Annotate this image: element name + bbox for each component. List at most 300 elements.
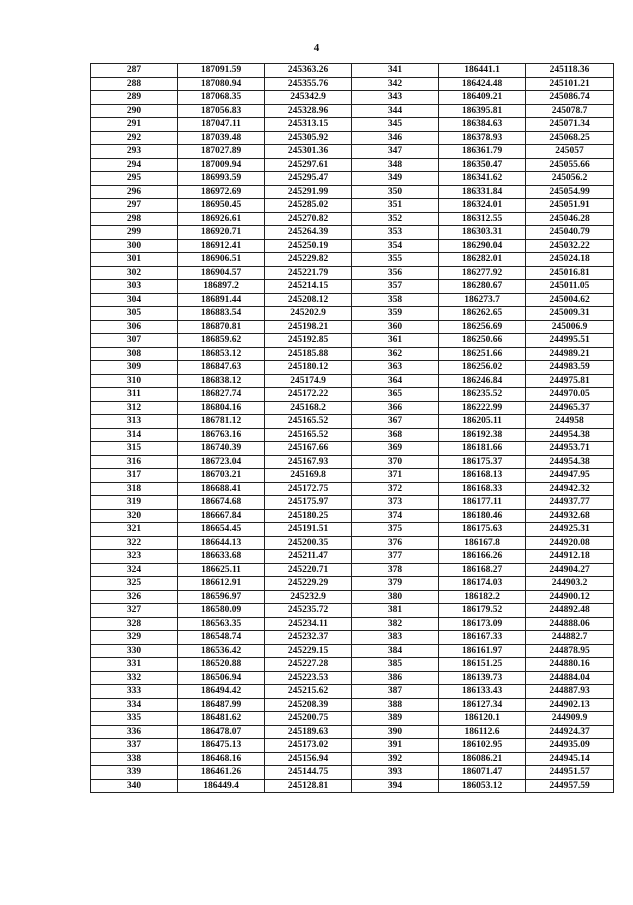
x-coordinate-cell: 186409.21 xyxy=(439,91,526,105)
table-row xyxy=(91,617,614,631)
y-coordinate-cell: 245032.22 xyxy=(526,239,614,253)
point-number-cell: 374 xyxy=(352,509,439,523)
point-number-cell: 363 xyxy=(352,361,439,375)
x-coordinate-cell: 186633.68 xyxy=(178,550,265,564)
x-coordinate-cell: 186883.54 xyxy=(178,307,265,321)
point-number-cell: 394 xyxy=(352,779,439,793)
x-coordinate-cell: 186192.38 xyxy=(439,428,526,442)
x-coordinate-cell: 186378.93 xyxy=(439,131,526,145)
y-coordinate-cell: 245342.9 xyxy=(265,91,352,105)
table-row xyxy=(91,469,614,483)
point-number-cell: 378 xyxy=(352,563,439,577)
point-number-cell: 318 xyxy=(91,482,178,496)
point-number-cell: 366 xyxy=(352,401,439,415)
table-row xyxy=(91,361,614,375)
y-coordinate-cell: 245234.11 xyxy=(265,617,352,631)
x-coordinate-cell: 186667.84 xyxy=(178,509,265,523)
x-coordinate-cell: 186763.16 xyxy=(178,428,265,442)
point-number-cell: 381 xyxy=(352,604,439,618)
point-number-cell: 297 xyxy=(91,199,178,213)
point-number-cell: 288 xyxy=(91,77,178,91)
y-coordinate-cell: 245328.96 xyxy=(265,104,352,118)
point-number-cell: 344 xyxy=(352,104,439,118)
x-coordinate-cell: 186904.57 xyxy=(178,266,265,280)
point-number-cell: 317 xyxy=(91,469,178,483)
x-coordinate-cell: 186112.6 xyxy=(439,725,526,739)
point-number-cell: 354 xyxy=(352,239,439,253)
x-coordinate-cell: 186723.04 xyxy=(178,455,265,469)
x-coordinate-cell: 186071.47 xyxy=(439,766,526,780)
x-coordinate-cell: 186506.94 xyxy=(178,671,265,685)
x-coordinate-cell: 186251.66 xyxy=(439,347,526,361)
table-row xyxy=(91,253,614,267)
point-number-cell: 296 xyxy=(91,185,178,199)
point-number-cell: 368 xyxy=(352,428,439,442)
x-coordinate-cell: 186256.69 xyxy=(439,320,526,334)
x-coordinate-cell: 186449.4 xyxy=(178,779,265,793)
table-row xyxy=(91,631,614,645)
y-coordinate-cell: 244965.37 xyxy=(526,401,614,415)
x-coordinate-cell: 186350.47 xyxy=(439,158,526,172)
table-row xyxy=(91,428,614,442)
x-coordinate-cell: 186950.45 xyxy=(178,199,265,213)
point-number-cell: 353 xyxy=(352,226,439,240)
x-coordinate-cell: 186222.99 xyxy=(439,401,526,415)
y-coordinate-cell: 245250.19 xyxy=(265,239,352,253)
table-row xyxy=(91,199,614,213)
y-coordinate-cell: 245227.28 xyxy=(265,658,352,672)
x-coordinate-cell: 186290.04 xyxy=(439,239,526,253)
point-number-cell: 358 xyxy=(352,293,439,307)
x-coordinate-cell: 186161.97 xyxy=(439,644,526,658)
x-coordinate-cell: 186175.63 xyxy=(439,523,526,537)
y-coordinate-cell: 245264.39 xyxy=(265,226,352,240)
y-coordinate-cell: 244958 xyxy=(526,415,614,429)
y-coordinate-cell: 245313.15 xyxy=(265,118,352,132)
point-number-cell: 341 xyxy=(352,64,439,78)
point-number-cell: 302 xyxy=(91,266,178,280)
y-coordinate-cell: 245172.75 xyxy=(265,482,352,496)
table-row xyxy=(91,536,614,550)
x-coordinate-cell: 186324.01 xyxy=(439,199,526,213)
x-coordinate-cell: 186475.13 xyxy=(178,739,265,753)
y-coordinate-cell: 244945.14 xyxy=(526,752,614,766)
table-row xyxy=(91,779,614,793)
point-number-cell: 326 xyxy=(91,590,178,604)
x-coordinate-cell: 186563.35 xyxy=(178,617,265,631)
y-coordinate-cell: 245235.72 xyxy=(265,604,352,618)
y-coordinate-cell: 245191.51 xyxy=(265,523,352,537)
y-coordinate-cell: 244920.08 xyxy=(526,536,614,550)
y-coordinate-cell: 245305.92 xyxy=(265,131,352,145)
table-row xyxy=(91,293,614,307)
y-coordinate-cell: 245101.21 xyxy=(526,77,614,91)
x-coordinate-cell: 186173.09 xyxy=(439,617,526,631)
x-coordinate-cell: 186133.43 xyxy=(439,685,526,699)
table-row xyxy=(91,374,614,388)
point-number-cell: 329 xyxy=(91,631,178,645)
y-coordinate-cell: 244909.9 xyxy=(526,712,614,726)
x-coordinate-cell: 186235.52 xyxy=(439,388,526,402)
table-row xyxy=(91,509,614,523)
y-coordinate-cell: 245297.61 xyxy=(265,158,352,172)
x-coordinate-cell: 186596.97 xyxy=(178,590,265,604)
y-coordinate-cell: 245180.25 xyxy=(265,509,352,523)
point-number-cell: 287 xyxy=(91,64,178,78)
y-coordinate-cell: 245055.66 xyxy=(526,158,614,172)
x-coordinate-cell: 186256.02 xyxy=(439,361,526,375)
x-coordinate-cell: 186331.84 xyxy=(439,185,526,199)
point-number-cell: 379 xyxy=(352,577,439,591)
point-number-cell: 289 xyxy=(91,91,178,105)
point-number-cell: 310 xyxy=(91,374,178,388)
x-coordinate-cell: 187056.83 xyxy=(178,104,265,118)
point-number-cell: 313 xyxy=(91,415,178,429)
x-coordinate-cell: 187027.89 xyxy=(178,145,265,159)
y-coordinate-cell: 245220.71 xyxy=(265,563,352,577)
y-coordinate-cell: 245208.39 xyxy=(265,698,352,712)
point-number-cell: 392 xyxy=(352,752,439,766)
table-row xyxy=(91,604,614,618)
y-coordinate-cell: 244947.95 xyxy=(526,469,614,483)
point-number-cell: 383 xyxy=(352,631,439,645)
x-coordinate-cell: 186312.55 xyxy=(439,212,526,226)
y-coordinate-cell: 245189.63 xyxy=(265,725,352,739)
point-number-cell: 295 xyxy=(91,172,178,186)
table-row xyxy=(91,158,614,172)
point-number-cell: 292 xyxy=(91,131,178,145)
page-number: 4 xyxy=(313,42,320,54)
x-coordinate-cell: 186926.61 xyxy=(178,212,265,226)
x-coordinate-cell: 186341.62 xyxy=(439,172,526,186)
x-coordinate-cell: 186688.41 xyxy=(178,482,265,496)
x-coordinate-cell: 186468.16 xyxy=(178,752,265,766)
point-number-cell: 311 xyxy=(91,388,178,402)
y-coordinate-cell: 245174.9 xyxy=(265,374,352,388)
table-row xyxy=(91,550,614,564)
table-row xyxy=(91,64,614,78)
y-coordinate-cell: 245214.15 xyxy=(265,280,352,294)
point-number-cell: 390 xyxy=(352,725,439,739)
y-coordinate-cell: 245128.81 xyxy=(265,779,352,793)
y-coordinate-cell: 245211.47 xyxy=(265,550,352,564)
point-number-cell: 332 xyxy=(91,671,178,685)
x-coordinate-cell: 186487.99 xyxy=(178,698,265,712)
y-coordinate-cell: 245175.97 xyxy=(265,496,352,510)
x-coordinate-cell: 187009.94 xyxy=(178,158,265,172)
table-row xyxy=(91,266,614,280)
y-coordinate-cell: 245169.8 xyxy=(265,469,352,483)
y-coordinate-cell: 245016.81 xyxy=(526,266,614,280)
point-number-cell: 300 xyxy=(91,239,178,253)
table-row xyxy=(91,685,614,699)
point-number-cell: 393 xyxy=(352,766,439,780)
x-coordinate-cell: 186838.12 xyxy=(178,374,265,388)
x-coordinate-cell: 186177.11 xyxy=(439,496,526,510)
y-coordinate-cell: 245229.15 xyxy=(265,644,352,658)
point-number-cell: 327 xyxy=(91,604,178,618)
x-coordinate-cell: 186303.31 xyxy=(439,226,526,240)
x-coordinate-cell: 186168.33 xyxy=(439,482,526,496)
y-coordinate-cell: 244912.18 xyxy=(526,550,614,564)
table-row xyxy=(91,455,614,469)
table-row xyxy=(91,91,614,105)
point-number-cell: 364 xyxy=(352,374,439,388)
table-row xyxy=(91,698,614,712)
point-number-cell: 331 xyxy=(91,658,178,672)
y-coordinate-cell: 244892.48 xyxy=(526,604,614,618)
table-row xyxy=(91,131,614,145)
y-coordinate-cell: 245056.2 xyxy=(526,172,614,186)
y-coordinate-cell: 245301.36 xyxy=(265,145,352,159)
y-coordinate-cell: 245229.82 xyxy=(265,253,352,267)
y-coordinate-cell: 245295.47 xyxy=(265,172,352,186)
y-coordinate-cell: 245068.25 xyxy=(526,131,614,145)
x-coordinate-cell: 186740.39 xyxy=(178,442,265,456)
point-number-cell: 352 xyxy=(352,212,439,226)
point-number-cell: 304 xyxy=(91,293,178,307)
y-coordinate-cell: 245009.31 xyxy=(526,307,614,321)
table-row xyxy=(91,577,614,591)
y-coordinate-cell: 244880.16 xyxy=(526,658,614,672)
x-coordinate-cell: 186703.21 xyxy=(178,469,265,483)
point-number-cell: 386 xyxy=(352,671,439,685)
x-coordinate-cell: 186361.79 xyxy=(439,145,526,159)
table-row xyxy=(91,104,614,118)
x-coordinate-cell: 186972.69 xyxy=(178,185,265,199)
x-coordinate-cell: 186548.74 xyxy=(178,631,265,645)
x-coordinate-cell: 186993.59 xyxy=(178,172,265,186)
point-number-cell: 346 xyxy=(352,131,439,145)
x-coordinate-cell: 186395.81 xyxy=(439,104,526,118)
x-coordinate-cell: 186205.11 xyxy=(439,415,526,429)
x-coordinate-cell: 186859.62 xyxy=(178,334,265,348)
x-coordinate-cell: 186127.34 xyxy=(439,698,526,712)
y-coordinate-cell: 245086.74 xyxy=(526,91,614,105)
point-number-cell: 334 xyxy=(91,698,178,712)
point-number-cell: 389 xyxy=(352,712,439,726)
point-number-cell: 343 xyxy=(352,91,439,105)
point-number-cell: 355 xyxy=(352,253,439,267)
table-row xyxy=(91,644,614,658)
y-coordinate-cell: 244957.59 xyxy=(526,779,614,793)
x-coordinate-cell: 186246.84 xyxy=(439,374,526,388)
y-coordinate-cell: 245071.34 xyxy=(526,118,614,132)
x-coordinate-cell: 186151.25 xyxy=(439,658,526,672)
point-number-cell: 370 xyxy=(352,455,439,469)
x-coordinate-cell: 186182.2 xyxy=(439,590,526,604)
y-coordinate-cell: 245285.02 xyxy=(265,199,352,213)
point-number-cell: 360 xyxy=(352,320,439,334)
y-coordinate-cell: 245232.9 xyxy=(265,590,352,604)
y-coordinate-cell: 244983.59 xyxy=(526,361,614,375)
x-coordinate-cell: 186282.01 xyxy=(439,253,526,267)
point-number-cell: 342 xyxy=(352,77,439,91)
x-coordinate-cell: 186920.71 xyxy=(178,226,265,240)
point-number-cell: 376 xyxy=(352,536,439,550)
y-coordinate-cell: 245046.28 xyxy=(526,212,614,226)
y-coordinate-cell: 244935.09 xyxy=(526,739,614,753)
x-coordinate-cell: 186175.37 xyxy=(439,455,526,469)
x-coordinate-cell: 186262.65 xyxy=(439,307,526,321)
x-coordinate-cell: 186086.21 xyxy=(439,752,526,766)
y-coordinate-cell: 244970.05 xyxy=(526,388,614,402)
table-row xyxy=(91,307,614,321)
x-coordinate-cell: 186174.03 xyxy=(439,577,526,591)
point-number-cell: 314 xyxy=(91,428,178,442)
y-coordinate-cell: 245167.66 xyxy=(265,442,352,456)
point-number-cell: 380 xyxy=(352,590,439,604)
x-coordinate-cell: 187080.94 xyxy=(178,77,265,91)
point-number-cell: 387 xyxy=(352,685,439,699)
x-coordinate-cell: 186384.63 xyxy=(439,118,526,132)
x-coordinate-cell: 186520.88 xyxy=(178,658,265,672)
x-coordinate-cell: 186536.42 xyxy=(178,644,265,658)
point-number-cell: 388 xyxy=(352,698,439,712)
y-coordinate-cell: 245054.99 xyxy=(526,185,614,199)
x-coordinate-cell: 186612.91 xyxy=(178,577,265,591)
x-coordinate-cell: 187047.11 xyxy=(178,118,265,132)
table-row xyxy=(91,415,614,429)
table-row xyxy=(91,482,614,496)
y-coordinate-cell: 244951.57 xyxy=(526,766,614,780)
y-coordinate-cell: 245198.21 xyxy=(265,320,352,334)
x-coordinate-cell: 186580.09 xyxy=(178,604,265,618)
x-coordinate-cell: 186167.8 xyxy=(439,536,526,550)
y-coordinate-cell: 245057 xyxy=(526,145,614,159)
point-number-cell: 320 xyxy=(91,509,178,523)
point-number-cell: 350 xyxy=(352,185,439,199)
x-coordinate-cell: 186847.63 xyxy=(178,361,265,375)
table-row xyxy=(91,752,614,766)
x-coordinate-cell: 186897.2 xyxy=(178,280,265,294)
point-number-cell: 315 xyxy=(91,442,178,456)
y-coordinate-cell: 245078.7 xyxy=(526,104,614,118)
x-coordinate-cell: 186827.74 xyxy=(178,388,265,402)
y-coordinate-cell: 245208.12 xyxy=(265,293,352,307)
table-row xyxy=(91,118,614,132)
y-coordinate-cell: 244884.04 xyxy=(526,671,614,685)
y-coordinate-cell: 245006.9 xyxy=(526,320,614,334)
y-coordinate-cell: 245192.85 xyxy=(265,334,352,348)
x-coordinate-cell: 186250.66 xyxy=(439,334,526,348)
x-coordinate-cell: 186180.46 xyxy=(439,509,526,523)
y-coordinate-cell: 245180.12 xyxy=(265,361,352,375)
point-number-cell: 351 xyxy=(352,199,439,213)
point-number-cell: 335 xyxy=(91,712,178,726)
x-coordinate-cell: 186891.44 xyxy=(178,293,265,307)
y-coordinate-cell: 245144.75 xyxy=(265,766,352,780)
x-coordinate-cell: 186481.62 xyxy=(178,712,265,726)
x-coordinate-cell: 186273.7 xyxy=(439,293,526,307)
table-row xyxy=(91,590,614,604)
y-coordinate-cell: 244954.38 xyxy=(526,428,614,442)
x-coordinate-cell: 186441.1 xyxy=(439,64,526,78)
table-row xyxy=(91,226,614,240)
table-row xyxy=(91,334,614,348)
point-number-cell: 338 xyxy=(91,752,178,766)
point-number-cell: 339 xyxy=(91,766,178,780)
table-row xyxy=(91,496,614,510)
point-number-cell: 324 xyxy=(91,563,178,577)
point-number-cell: 299 xyxy=(91,226,178,240)
y-coordinate-cell: 245223.53 xyxy=(265,671,352,685)
y-coordinate-cell: 244975.81 xyxy=(526,374,614,388)
table-row xyxy=(91,401,614,415)
x-coordinate-cell: 186494.42 xyxy=(178,685,265,699)
point-number-cell: 382 xyxy=(352,617,439,631)
y-coordinate-cell: 245173.02 xyxy=(265,739,352,753)
y-coordinate-cell: 245202.9 xyxy=(265,307,352,321)
coordinates-table xyxy=(90,63,614,793)
y-coordinate-cell: 244900.12 xyxy=(526,590,614,604)
x-coordinate-cell: 186781.12 xyxy=(178,415,265,429)
point-number-cell: 336 xyxy=(91,725,178,739)
x-coordinate-cell: 186179.52 xyxy=(439,604,526,618)
y-coordinate-cell: 245232.37 xyxy=(265,631,352,645)
x-coordinate-cell: 186280.67 xyxy=(439,280,526,294)
point-number-cell: 391 xyxy=(352,739,439,753)
y-coordinate-cell: 244942.32 xyxy=(526,482,614,496)
point-number-cell: 367 xyxy=(352,415,439,429)
point-number-cell: 373 xyxy=(352,496,439,510)
y-coordinate-cell: 245040.79 xyxy=(526,226,614,240)
point-number-cell: 361 xyxy=(352,334,439,348)
y-coordinate-cell: 245024.18 xyxy=(526,253,614,267)
x-coordinate-cell: 186166.26 xyxy=(439,550,526,564)
point-number-cell: 348 xyxy=(352,158,439,172)
point-number-cell: 333 xyxy=(91,685,178,699)
point-number-cell: 369 xyxy=(352,442,439,456)
point-number-cell: 371 xyxy=(352,469,439,483)
point-number-cell: 357 xyxy=(352,280,439,294)
y-coordinate-cell: 245004.62 xyxy=(526,293,614,307)
y-coordinate-cell: 245363.26 xyxy=(265,64,352,78)
x-coordinate-cell: 186053.12 xyxy=(439,779,526,793)
y-coordinate-cell: 244925.31 xyxy=(526,523,614,537)
table-row xyxy=(91,739,614,753)
y-coordinate-cell: 245185.88 xyxy=(265,347,352,361)
y-coordinate-cell: 244903.2 xyxy=(526,577,614,591)
y-coordinate-cell: 244937.77 xyxy=(526,496,614,510)
y-coordinate-cell: 245200.75 xyxy=(265,712,352,726)
y-coordinate-cell: 245118.36 xyxy=(526,64,614,78)
y-coordinate-cell: 245215.62 xyxy=(265,685,352,699)
x-coordinate-cell: 186167.33 xyxy=(439,631,526,645)
x-coordinate-cell: 186478.07 xyxy=(178,725,265,739)
point-number-cell: 293 xyxy=(91,145,178,159)
y-coordinate-cell: 245165.52 xyxy=(265,428,352,442)
point-number-cell: 303 xyxy=(91,280,178,294)
point-number-cell: 306 xyxy=(91,320,178,334)
x-coordinate-cell: 186277.92 xyxy=(439,266,526,280)
x-coordinate-cell: 186424.48 xyxy=(439,77,526,91)
table-row xyxy=(91,671,614,685)
point-number-cell: 290 xyxy=(91,104,178,118)
x-coordinate-cell: 186870.81 xyxy=(178,320,265,334)
y-coordinate-cell: 244924.37 xyxy=(526,725,614,739)
y-coordinate-cell: 245270.82 xyxy=(265,212,352,226)
y-coordinate-cell: 244902.13 xyxy=(526,698,614,712)
point-number-cell: 375 xyxy=(352,523,439,537)
table-row xyxy=(91,77,614,91)
coordinates-table-body xyxy=(91,64,614,793)
y-coordinate-cell: 245229.29 xyxy=(265,577,352,591)
point-number-cell: 330 xyxy=(91,644,178,658)
y-coordinate-cell: 244954.38 xyxy=(526,455,614,469)
point-number-cell: 362 xyxy=(352,347,439,361)
point-number-cell: 347 xyxy=(352,145,439,159)
